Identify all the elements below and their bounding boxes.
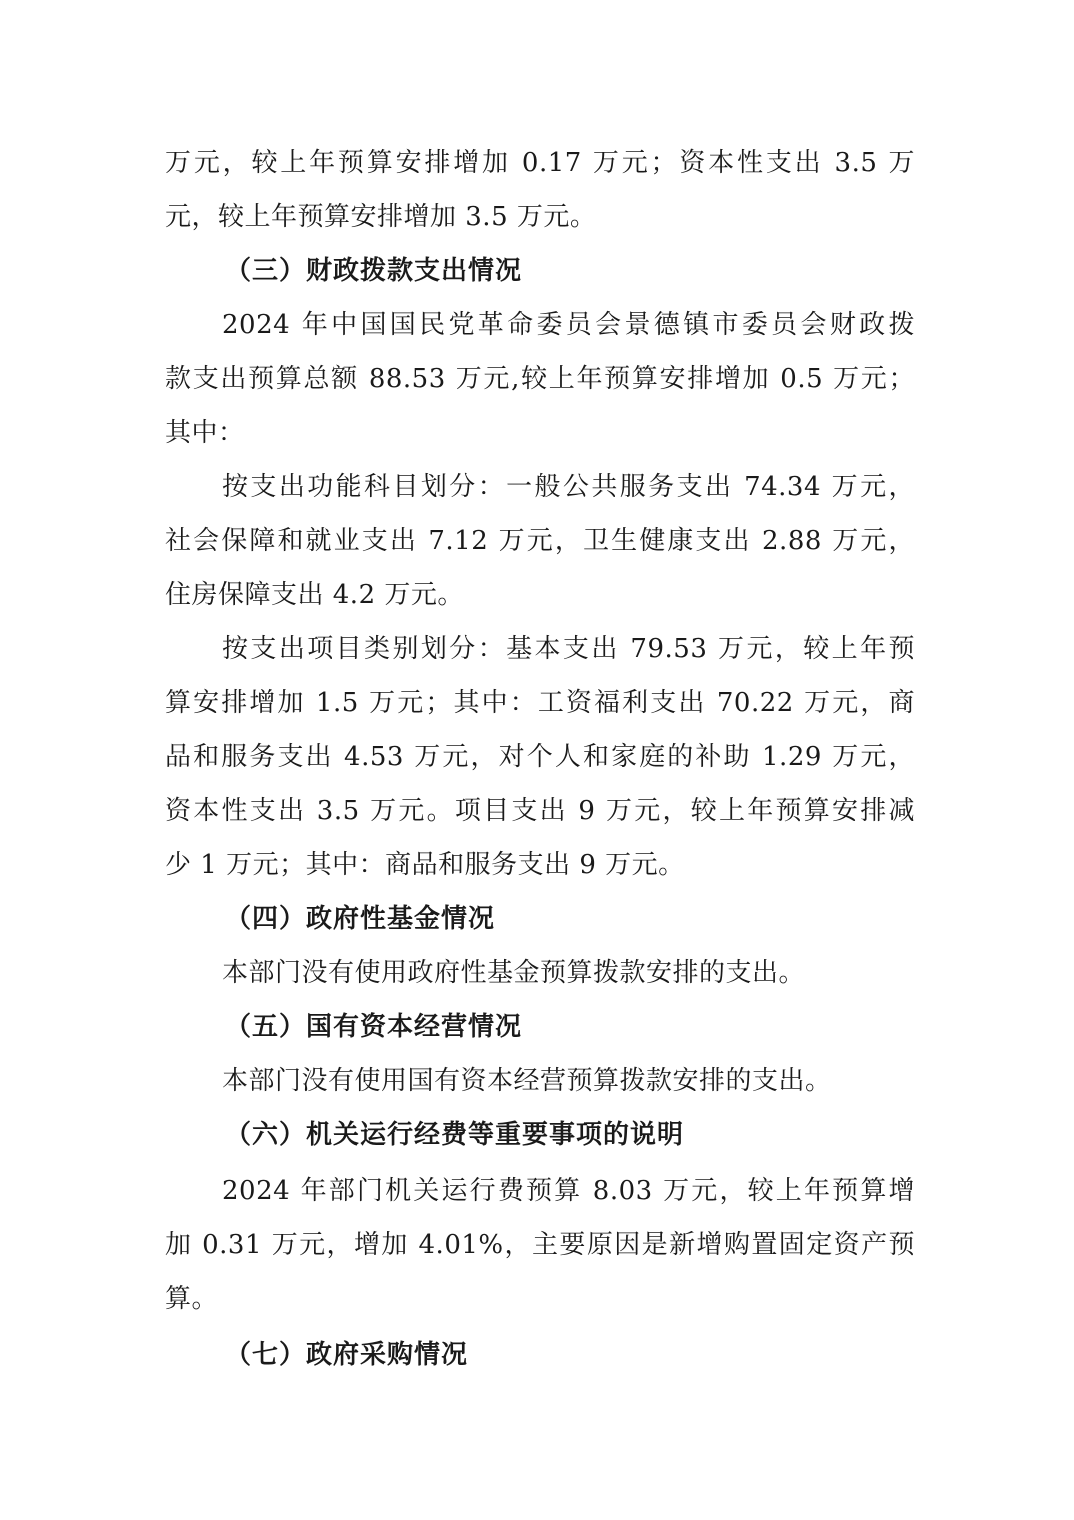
section-heading: （三）财政拨款支出情况 xyxy=(225,256,523,286)
paragraph-line: 按支出项目类别划分：基本支出 79.53 万元，较上年预 xyxy=(222,634,915,664)
paragraph-line: 算。 xyxy=(165,1284,219,1314)
paragraph-line: 算安排增加 1.5 万元；其中：工资福利支出 70.22 万元，商 xyxy=(165,688,915,718)
paragraph-line: 2024 年部门机关运行费预算 8.03 万元，较上年预算增 xyxy=(222,1176,915,1206)
paragraph-line: 款支出预算总额 88.53 万元,较上年预算安排增加 0.5 万元； xyxy=(165,364,915,394)
section-heading: （四）政府性基金情况 xyxy=(225,904,496,934)
paragraph-line: 万元，较上年预算安排增加 0.17 万元；资本性支出 3.5 万 xyxy=(165,148,915,178)
paragraph-line: 品和服务支出 4.53 万元，对个人和家庭的补助 1.29 万元， xyxy=(165,742,915,772)
paragraph-line: 住房保障支出 4.2 万元。 xyxy=(165,580,464,610)
paragraph-line: 2024 年中国国民党革命委员会景德镇市委员会财政拨 xyxy=(222,310,915,340)
paragraph-line: 其中： xyxy=(165,418,245,448)
section-heading: （六）机关运行经费等重要事项的说明 xyxy=(225,1120,685,1150)
paragraph-line: 加 0.31 万元，增加 4.01%，主要原因是新增购置固定资产预 xyxy=(165,1230,915,1260)
paragraph-line: 本部门没有使用政府性基金预算拨款安排的支出。 xyxy=(222,958,806,988)
paragraph-line: 本部门没有使用国有资本经营预算拨款安排的支出。 xyxy=(222,1066,832,1096)
paragraph-line: 资本性支出 3.5 万元。项目支出 9 万元，较上年预算安排减 xyxy=(165,796,915,826)
paragraph-line: 社会保障和就业支出 7.12 万元，卫生健康支出 2.88 万元， xyxy=(165,526,915,556)
paragraph-line: 按支出功能科目划分：一般公共服务支出 74.34 万元， xyxy=(222,472,915,502)
paragraph-line: 元，较上年预算安排增加 3.5 万元。 xyxy=(165,202,597,232)
section-heading: （五）国有资本经营情况 xyxy=(225,1012,523,1042)
paragraph-line: 少 1 万元；其中：商品和服务支出 9 万元。 xyxy=(165,850,685,880)
section-heading: （七）政府采购情况 xyxy=(225,1340,469,1370)
